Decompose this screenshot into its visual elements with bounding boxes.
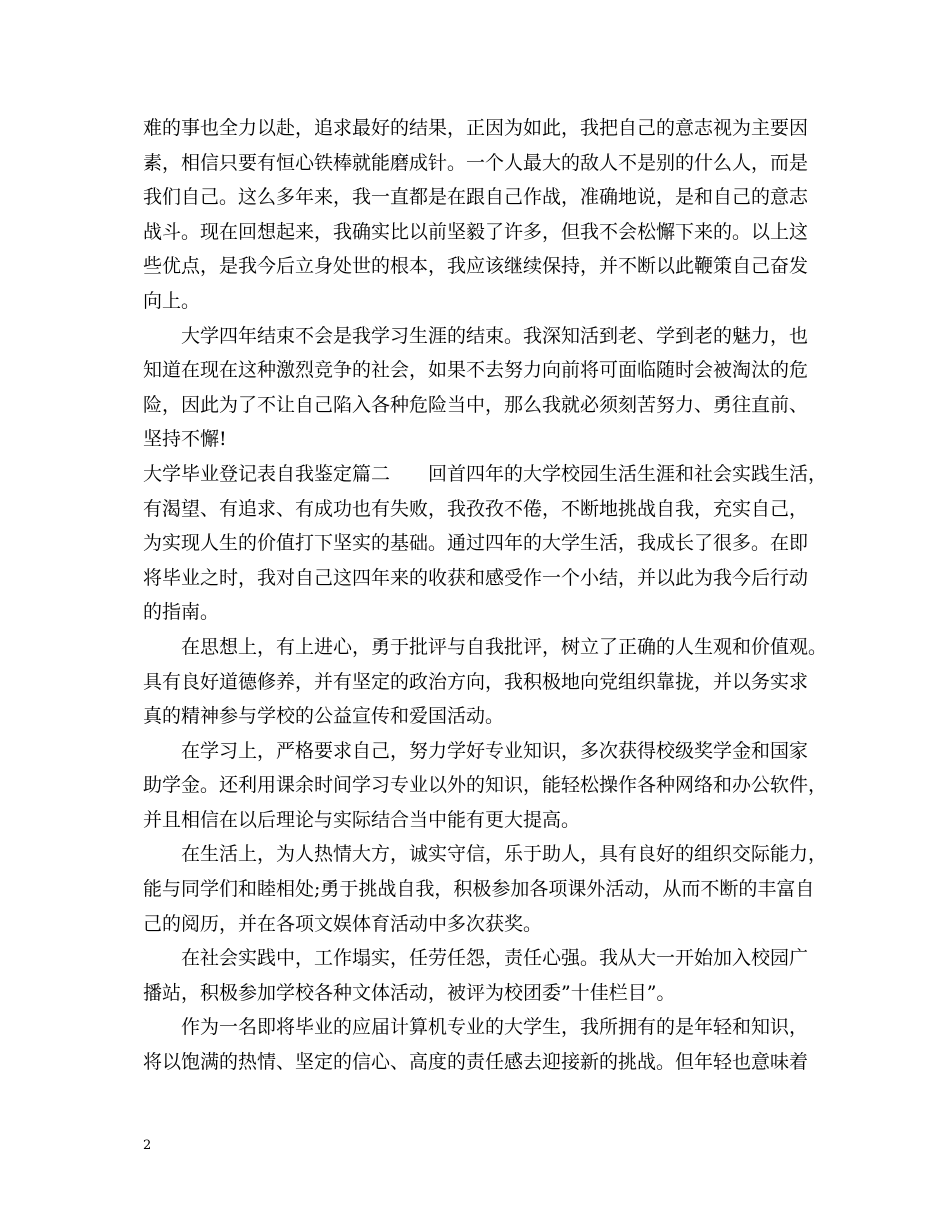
text-line: 我们自己。这么多年来，我一直都是在跟自己作战，准确地说，是和自己的意志 xyxy=(143,186,809,209)
text-line: 的指南。 xyxy=(143,601,220,624)
page-number: 2 xyxy=(143,1138,152,1153)
text-line: 知道在现在这种激烈竞争的社会，如果不去努力向前将可面临随时会被淘汰的危 xyxy=(143,359,809,382)
text-line: 具有良好道德修养，并有坚定的政治方向，我积极地向党组织靠拢，并以务实求 xyxy=(143,670,809,693)
text-line: 有渴望、有追求、有成功也有失败，我孜孜不倦，不断地挑战自我，充实自己， xyxy=(143,497,809,520)
text-line: 难的事也全力以赴，追求最好的结果，正因为如此，我把自己的意志视为主要因 xyxy=(143,117,809,139)
text-line: 并且相信在以后理论与实际结合当中能有更大提高。 xyxy=(143,808,581,831)
body-text xyxy=(143,111,833,1080)
text-line: 将毕业之时，我对自己这四年来的收获和感受作一个小结，并以此为我今后行动 xyxy=(143,566,809,589)
text-line: 坚持不懈! xyxy=(143,428,227,451)
paragraph-start-line: 在思想上，有上进心，勇于批评与自我批评，树立了正确的人生观和价值观。 xyxy=(181,635,828,658)
text-line: 将以饱满的热情、坚定的信心、高度的责任感去迎接新的挑战。但年轻也意味着 xyxy=(143,1051,809,1074)
text-line: 险，因此为了不让自己陷入各种危险当中，那么我就必须刻苦努力、勇往直前、 xyxy=(143,393,809,416)
paragraph-start-line: 在生活上，为人热情大方，诚实守信，乐于助人，具有良好的组织交际能力， xyxy=(181,843,828,866)
paragraph-start-line: 在社会实践中，工作塌实，任劳任怨，责任心强。我从大一开始加入校园广 xyxy=(181,947,809,970)
text-line: 素，相信只要有恒心铁棒就能磨成针。一个人最大的敌人不是别的什么人，而是 xyxy=(143,151,809,174)
paragraph-start-line: 在学习上，严格要求自己，努力学好专业知识，多次获得校级奖学金和国家 xyxy=(181,739,809,762)
text-line: 向上。 xyxy=(143,289,201,312)
text-line: 为实现人生的价值打下坚实的基础。通过四年的大学生活，我成长了很多。在即 xyxy=(143,532,809,555)
paragraph-start-line: 作为一名即将毕业的应届计算机专业的大学生，我所拥有的是年轻和知识， xyxy=(181,1016,809,1039)
text-line: 助学金。还利用课余时间学习专业以外的知识，能轻松操作各种网络和办公软件， xyxy=(143,774,828,797)
text-line: 能与同学们和睦相处;勇于挑战自我，积极参加各项课外活动，从而不断的丰富自 xyxy=(143,878,815,901)
text-line: 些优点，是我今后立身处世的根本，我应该继续保持，并不断以此鞭策自己奋发 xyxy=(143,255,809,278)
text-line: 己的阅历，并在各项文娱体育活动中多次获奖。 xyxy=(143,912,543,935)
text-line: 真的精神参与学校的公益宣传和爱国活动。 xyxy=(143,705,505,728)
text-line: 战斗。现在回想起来，我确实比以前坚毅了许多，但我不会松懈下来的。以上这 xyxy=(143,220,809,243)
paragraph-start-line: 大学四年结束不会是我学习生涯的结束。我深知活到老、学到老的魅力，也 xyxy=(181,324,809,347)
section-heading-line: 大学毕业登记表自我鉴定篇二 回首四年的大学校园生活生涯和社会实践生活， xyxy=(143,462,828,485)
text-line: 播站，积极参加学校各种文体活动，被评为校团委”十佳栏目”。 xyxy=(143,981,676,1004)
